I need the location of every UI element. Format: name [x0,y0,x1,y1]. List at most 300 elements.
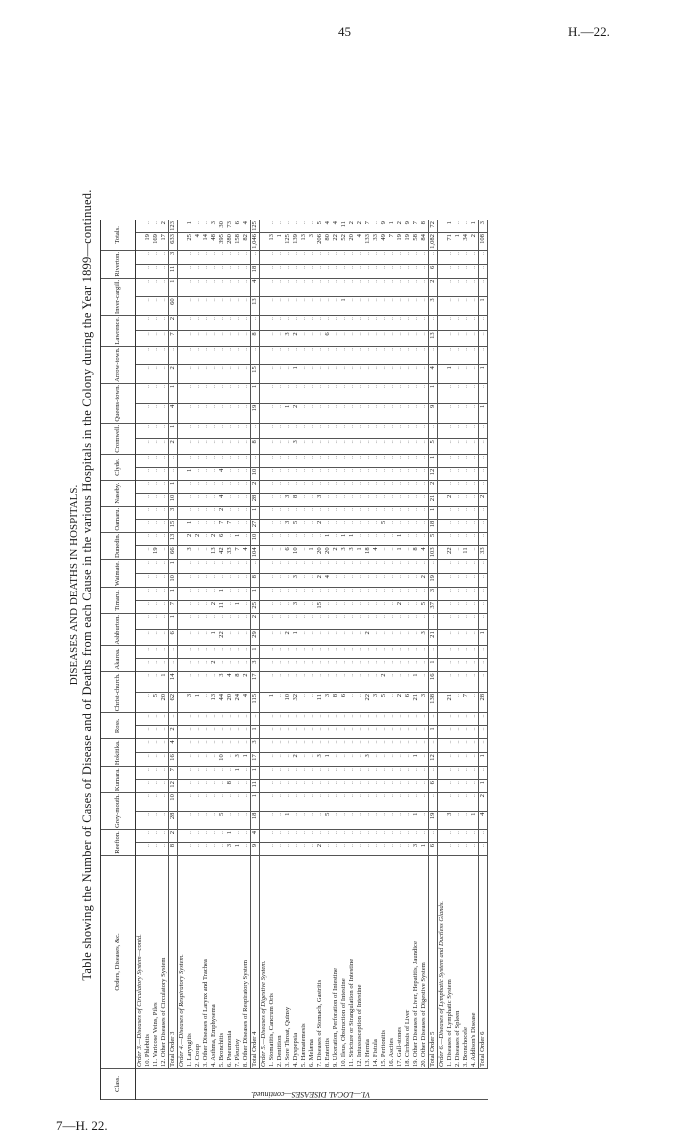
cases-cell: .. [479,843,488,856]
cases-cell: 18 [251,811,260,829]
cases-cell [136,630,145,646]
deaths-cell: .. [380,506,388,519]
cases-cell: 49 [380,233,388,251]
cases-cell: .. [152,264,160,278]
deaths-cell: .. [226,480,234,493]
deaths-cell: .. [324,346,332,365]
cases-cell [438,233,447,251]
deaths-cell: .. [194,315,202,330]
cases-cell: .. [446,519,454,532]
deaths-cell: .. [340,739,348,753]
deaths-cell: .. [462,767,470,780]
deaths-cell: .. [380,767,388,780]
cases-cell: 1 [308,546,316,560]
cases-cell [260,811,269,829]
deaths-cell: .. [332,278,340,297]
deaths-cell: .. [251,454,260,467]
deaths-cell: .. [372,383,380,403]
cases-cell: .. [356,519,364,532]
deaths-cell [136,315,145,330]
cases-cell: .. [144,574,152,588]
deaths-cell: .. [462,713,470,726]
cases-cell: .. [332,780,340,793]
cases-cell [260,659,269,672]
deaths-cell: .. [276,506,284,519]
table-subtitle: Table showing the Number of Cases of Disease and of Deaths from each Cause in the various Hospitals in the Colony during the Year 1899—continued. [80,189,94,981]
cases-cell: .. [404,843,412,856]
deaths-cell: .. [160,739,169,753]
deaths-cell: .. [242,713,251,726]
cases-cell: .. [152,753,160,767]
hospital-header: Ashburton. [101,613,136,646]
deaths-cell: .. [316,713,324,726]
cases-cell: .. [372,403,380,423]
deaths-cell: .. [194,830,202,843]
cases-cell: 115 [251,692,260,712]
cases-cell: .. [152,630,160,646]
cases-cell: .. [186,574,194,588]
deaths-cell: 2 [210,532,218,546]
cases-cell: 27 [251,519,260,532]
deaths-cell: .. [372,830,380,843]
deaths-cell: .. [210,454,218,467]
deaths-cell: .. [251,423,260,439]
cases-cell: 18 [364,546,372,560]
deaths-cell: .. [412,830,420,843]
cases-cell: .. [218,264,226,278]
cases-cell: .. [348,331,356,346]
cases-cell: .. [194,659,202,672]
deaths-cell: .. [348,613,356,629]
cases-cell: .. [144,630,152,646]
deaths-cell: 125 [251,221,258,231]
cases-cell: 21 [446,692,454,712]
deaths-cell: .. [332,480,340,493]
cases-cell: .. [332,600,340,613]
deaths-cell: .. [218,560,226,574]
cases-cell: .. [388,630,396,646]
cases-cell: .. [268,439,276,455]
deaths-cell: .. [470,423,479,439]
deaths-cell: .. [194,220,202,233]
deaths-cell: .. [308,739,316,753]
hospital-header: Kumara. [101,767,136,793]
deaths-cell: .. [202,739,210,753]
cases-cell: 4 [356,233,364,251]
cases-cell: .. [144,753,152,767]
deaths-cell: .. [144,423,152,439]
deaths-cell: .. [316,383,324,403]
deaths-cell [438,346,447,365]
deaths-cell: .. [268,220,276,233]
deaths-cell: .. [276,646,284,659]
cases-cell: .. [364,365,372,384]
deaths-cell: 1 [218,587,226,600]
cases-cell: 15 [251,365,260,384]
deaths-cell: .. [454,220,462,233]
disease-label: 1. Laryngitis [186,856,194,1069]
hospital-header: Christ-church. [101,672,136,713]
cases-cell: .. [160,331,169,346]
cases-cell: .. [470,843,479,856]
cases-cell: .. [364,574,372,588]
deaths-cell [178,767,187,780]
cases-cell: 1 [454,233,462,251]
cases-cell: .. [324,493,332,506]
deaths-cell [260,587,269,600]
cases-cell: .. [332,297,340,316]
cases-cell: 3 [226,843,234,856]
cases-cell: 3 [340,546,348,560]
deaths-cell: .. [332,830,340,843]
cases-cell: .. [348,403,356,423]
deaths-cell: .. [332,767,340,780]
deaths-cell: 3 [169,506,178,519]
cases-cell: 22 [218,630,226,646]
deaths-cell: .. [364,506,372,519]
deaths-cell: .. [340,793,348,811]
deaths-cell: .. [152,713,160,726]
cases-cell [136,726,145,739]
deaths-cell: 1 [234,767,242,780]
cases-cell: .. [454,331,462,346]
deaths-cell: .. [404,480,412,493]
cases-cell: 1 [194,692,202,712]
deaths-cell: .. [412,713,420,726]
deaths-cell: .. [380,739,388,753]
cases-cell: .. [372,811,380,829]
cases-cell: 52 [340,233,348,251]
cases-cell: .. [332,519,340,532]
cases-cell: .. [284,264,292,278]
cases-cell: .. [276,264,284,278]
cases-cell: .. [332,264,340,278]
deaths-cell: .. [268,587,276,600]
cases-cell: .. [462,467,470,480]
cases-cell [260,264,269,278]
deaths-cell: .. [388,672,396,692]
deaths-cell: .. [470,346,479,365]
cases-cell: .. [380,331,388,346]
deaths-cell: .. [470,506,479,519]
cases-cell: 2 [364,630,372,646]
deaths-cell: .. [372,613,380,629]
cases-cell: .. [202,630,210,646]
deaths-cell: .. [316,587,324,600]
disease-label: Total Order 4 [251,856,260,1069]
cases-cell: .. [364,467,372,480]
deaths-cell [178,383,187,403]
deaths-cell: .. [340,454,348,467]
deaths-cell: .. [202,713,210,726]
deaths-cell: .. [202,560,210,574]
cases-cell: .. [454,726,462,739]
cases-cell: 3 [292,439,300,455]
cases-cell: .. [446,726,454,739]
cases-cell: .. [324,780,332,793]
deaths-cell: .. [356,278,364,297]
deaths-cell: .. [364,532,372,546]
cases-cell: .. [202,843,210,856]
deaths-cell [136,713,145,726]
cases-cell: .. [372,574,380,588]
cases-cell: 138 [429,692,438,712]
deaths-cell: .. [404,383,412,403]
cases-cell: .. [324,843,332,856]
cases-cell [178,726,187,739]
deaths-cell: .. [242,739,251,753]
cases-cell: .. [194,439,202,455]
cases-cell: .. [300,546,308,560]
deaths-cell: .. [372,793,380,811]
deaths-cell [178,506,187,519]
cases-cell [178,365,187,384]
cases-cell: .. [462,493,470,506]
deaths-cell: .. [348,346,356,365]
deaths-cell: .. [234,587,242,600]
cases-cell: .. [202,365,210,384]
deaths-cell: .. [412,480,420,493]
cases-cell: .. [316,264,324,278]
deaths-cell: .. [202,250,210,264]
deaths-cell: .. [356,672,364,692]
deaths-cell: .. [396,793,404,811]
cases-cell: .. [388,780,396,793]
cases-cell: 20 [348,233,356,251]
deaths-cell: .. [454,672,462,692]
deaths-cell: 72 [429,220,438,233]
disease-label: Total Order 5 [429,856,438,1069]
deaths-cell: 2 [169,315,178,330]
cases-cell: 15 [169,519,178,532]
deaths-cell: .. [292,383,300,403]
deaths-cell: .. [218,646,226,659]
deaths-cell: .. [420,587,429,600]
cases-cell: .. [160,519,169,532]
cases-cell: .. [388,493,396,506]
cases-cell: .. [356,780,364,793]
cases-cell [260,843,269,856]
deaths-cell [136,767,145,780]
disease-label: 3. Other Diseases of Larynx and Trachea [202,856,210,1069]
cases-cell: .. [268,574,276,588]
deaths-cell: .. [446,454,454,467]
cases-cell [260,574,269,588]
cases-cell: .. [340,659,348,672]
cases-cell [136,519,145,532]
cases-cell: .. [470,753,479,767]
deaths-cell: .. [234,250,242,264]
deaths-cell [438,739,447,753]
disease-label: Order 3.—Diseases of Circulatory System—contd. [136,856,145,1069]
cases-cell: .. [234,811,242,829]
deaths-cell: .. [420,739,429,753]
deaths-cell: .. [380,560,388,574]
cases-cell: .. [396,297,404,316]
table-row [396,220,404,1099]
deaths-cell: .. [380,423,388,439]
cases-cell: .. [388,574,396,588]
deaths-cell: .. [462,220,470,233]
deaths-cell: .. [242,793,251,811]
deaths-cell: 4 [226,672,234,692]
disease-label: Total Order 3 [169,856,178,1069]
deaths-cell: .. [388,739,396,753]
cases-cell: .. [356,297,364,316]
cases-cell: .. [218,403,226,423]
cases-cell: .. [348,439,356,455]
deaths-cell: 8 [420,220,429,233]
deaths-cell: .. [300,315,308,330]
cases-cell: .. [226,630,234,646]
deaths-cell: .. [324,560,332,574]
deaths-cell: .. [218,830,226,843]
deaths-cell: .. [300,646,308,659]
table-row [340,220,348,1099]
deaths-cell: .. [372,587,380,600]
deaths-cell: .. [308,672,316,692]
deaths-cell: .. [340,315,348,330]
cases-cell [178,780,187,793]
deaths-cell: .. [388,278,396,297]
deaths-cell: .. [420,315,429,330]
cases-cell: .. [242,659,251,672]
deaths-cell: .. [152,739,160,753]
deaths-cell: 2 [186,532,194,546]
deaths-cell: .. [404,560,412,574]
order-heading-row [438,220,447,1099]
cases-cell: 7 [169,600,178,613]
cases-cell: .. [226,493,234,506]
deaths-cell: .. [324,423,332,439]
cases-cell: 5 [380,519,388,532]
hospital-header: Riverton. [101,250,136,278]
cases-cell: .. [470,467,479,480]
cases-cell: 33 [479,546,488,560]
cases-cell: .. [356,630,364,646]
cases-cell: .. [292,811,300,829]
deaths-cell: .. [470,830,479,843]
deaths-cell: .. [364,739,372,753]
deaths-cell: .. [218,250,226,264]
deaths-cell: .. [429,250,438,264]
deaths-cell: .. [396,278,404,297]
cases-cell: .. [276,843,284,856]
deaths-cell: 6 [218,532,226,546]
deaths-cell: .. [332,423,340,439]
cases-cell: .. [412,467,420,480]
deaths-cell: .. [186,278,194,297]
table-row [356,220,364,1099]
cases-cell: .. [454,546,462,560]
deaths-cell [136,672,145,692]
deaths-cell: .. [332,672,340,692]
cases-cell: .. [412,780,420,793]
table-row [446,220,454,1099]
deaths-cell: 1 [160,672,169,692]
deaths-cell: .. [462,506,470,519]
deaths-cell: .. [446,739,454,753]
cases-cell: .. [348,780,356,793]
cases-cell: .. [404,439,412,455]
cases-cell: .. [202,726,210,739]
cases-cell: .. [388,264,396,278]
table-row [364,220,372,1099]
deaths-cell: .. [316,250,324,264]
cases-cell: .. [234,264,242,278]
cases-cell: .. [202,439,210,455]
cases-cell [136,467,145,480]
deaths-cell: .. [404,830,412,843]
deaths-cell: .. [226,278,234,297]
cases-cell: .. [308,297,316,316]
cases-cell: .. [404,780,412,793]
cases-cell: .. [234,365,242,384]
cases-cell: .. [380,753,388,767]
deaths-cell: .. [144,250,152,264]
deaths-cell: .. [242,383,251,403]
cases-cell: .. [144,439,152,455]
deaths-cell: .. [454,506,462,519]
deaths-cell: .. [462,830,470,843]
cases-cell: .. [380,467,388,480]
deaths-cell: .. [268,454,276,467]
cases-cell: .. [340,811,348,829]
cases-cell: .. [144,600,152,613]
deaths-cell: .. [276,346,284,365]
deaths-cell: .. [268,793,276,811]
cases-cell: .. [194,467,202,480]
deaths-cell: .. [462,454,470,467]
cases-cell: .. [324,439,332,455]
disease-label: 3. Bronchocele [462,856,470,1069]
deaths-cell: .. [226,560,234,574]
cases-cell: .. [268,726,276,739]
deaths-cell: .. [396,506,404,519]
deaths-cell: .. [340,767,348,780]
deaths-cell: .. [234,560,242,574]
deaths-cell: .. [144,713,152,726]
deaths-cell [136,506,145,519]
deaths-cell: .. [186,423,194,439]
cases-cell: .. [356,264,364,278]
cases-cell: .. [284,467,292,480]
rotated-table-page [68,20,700,1100]
cases-cell: 11 [316,692,324,712]
cases-cell: 1 [340,297,348,316]
deaths-cell: .. [316,672,324,692]
cases-cell: .. [412,659,420,672]
cases-cell: .. [388,297,396,316]
cases-cell: 2 [396,692,404,712]
deaths-cell: .. [324,767,332,780]
cases-cell: .. [348,630,356,646]
deaths-cell: .. [462,793,470,811]
cases-cell: 13 [251,297,260,316]
deaths-cell: .. [348,739,356,753]
cases-cell: .. [396,574,404,588]
cases-cell [136,297,145,316]
cases-cell: .. [332,843,340,856]
deaths-cell: .. [446,587,454,600]
deaths-cell: .. [420,560,429,574]
hospital-header: Oamaru. [101,506,136,532]
deaths-cell: .. [284,346,292,365]
cases-cell: .. [364,439,372,455]
cases-cell: .. [202,753,210,767]
disease-label: 18. Cirrhosis of Liver [404,856,412,1069]
cases-cell: .. [226,600,234,613]
